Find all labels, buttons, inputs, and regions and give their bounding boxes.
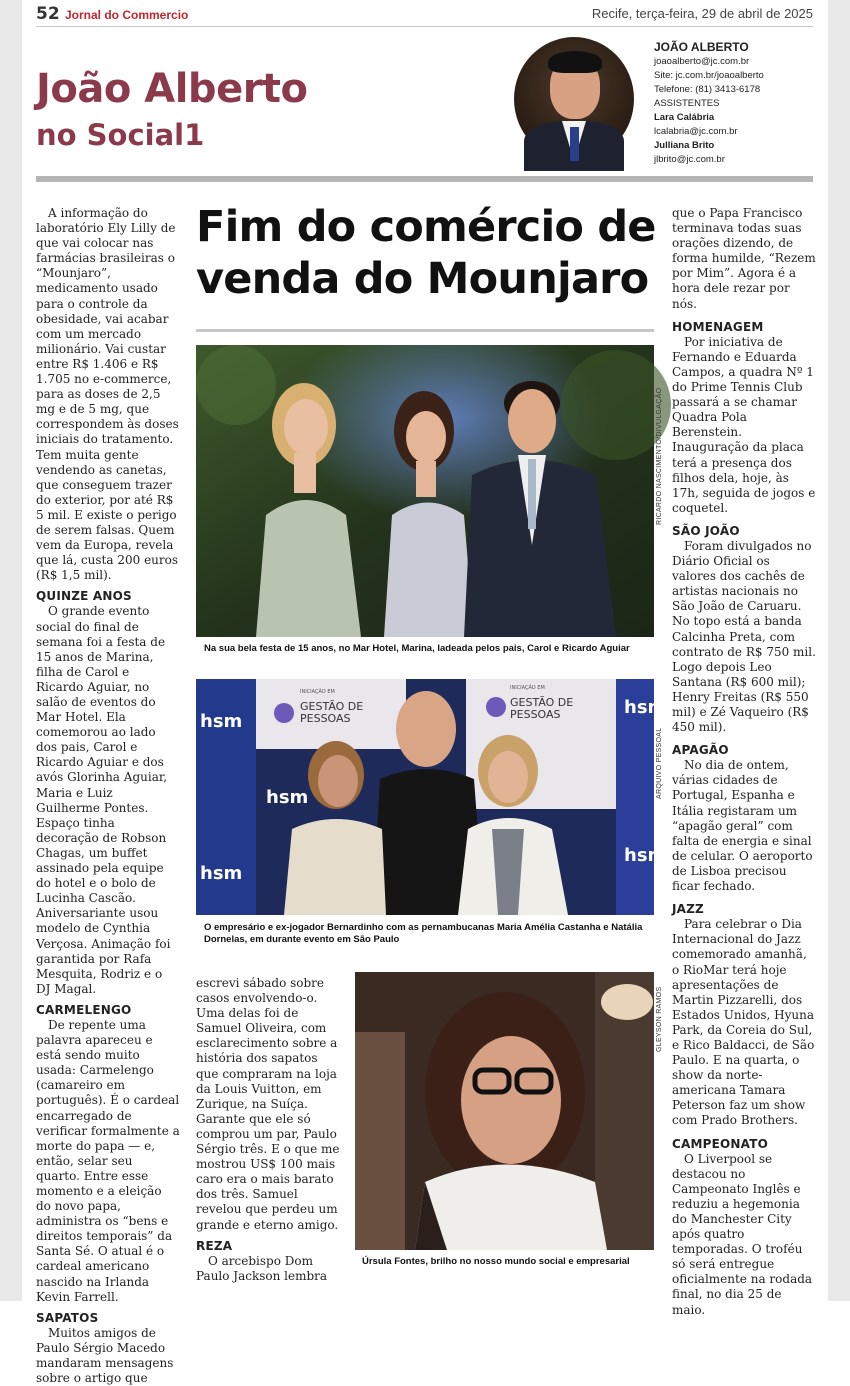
section-text-sao-joao: Foram divulgados no Diário Oficial os valores dos cachês de artistas nacionais no São João de Caruaru. No topo está a banda Calcinha Preta, com contrato de R$ 750 mil. Logo depois Leo Santana (R$ 600 mil); Henry Freitas (R$ 550 mil) e Zé Vaqueiro (R$ 450 mil). (672, 538, 816, 735)
assistants-label: ASSISTENTES (654, 98, 720, 109)
brand-hsm-2: hsm (266, 787, 309, 808)
assistant2-email: jlbrito@jc.com.br (654, 154, 725, 165)
photo-ursula-caption: Úrsula Fontes, brilho no nosso mundo social e empresarial (362, 1256, 630, 1267)
main-headline (196, 201, 666, 305)
author-portrait (514, 37, 634, 161)
section-title-sapatos: SAPATOS (36, 1310, 99, 1325)
photo-ursula (355, 972, 654, 1250)
header-rule (36, 176, 813, 182)
assistant1-email: lcalabria@jc.com.br (654, 126, 738, 137)
photo-ursula-image (355, 972, 654, 1250)
section-text-campeonato: O Liverpool se destacou no Campeonato Inglês e reduziu a hegemonia do Manchester City após quatro temporadas. O troféu só será entregue oficialmente na rodada final, no dia 25 de maio. (672, 1151, 813, 1317)
photo-quinze-anos-caption: Na sua bela festa de 15 anos, no Mar Hotel, Marina, ladeada pelos pais, Carol e Ricardo Aguiar (204, 643, 630, 654)
section-title-reza: REZA (196, 1238, 233, 1253)
author-phone: Telefone: (81) 3413-6178 (654, 84, 761, 95)
paper-name: Jornal do Commercio (65, 8, 189, 22)
brand-hsm-1: hsm (200, 711, 243, 732)
banner-gestao-right: GESTÃO DE PESSOAS (510, 696, 574, 721)
screen-edge-right (828, 0, 850, 1301)
section-text-jazz: Para celebrar o Dia Internacional do Jazz comemorado amanhã, o RioMar terá hoje apresentações de Martin Pizzarelli, dos Estados Unidos, Hyuna Park, da Coreia do Sul, e Rico Baldacci, de São Paulo. E na quarta, o show da norte-americana Tamara Peterson faz um show com Prado Brothers. (672, 917, 815, 1128)
section-text-carmelengo: De repente uma palavra apareceu e está sendo muito usada: Carmelengo (camareiro em português). É o cardeal encarregado de verificar formalmente a morte do papa — e, então, selar seu quarto. Entre esse momento e a eleição do novo papa, administra os “bens e direitos temporais” da Santa Sé. O atual é o cardeal americano nascido na Irlanda Kevin Farrell. (36, 1017, 180, 1304)
section-title-campeonato: CAMPEONATO (672, 1136, 769, 1151)
author-name: JOÃO ALBERTO (654, 40, 749, 54)
assistant2-name: Julliana Brito (654, 140, 715, 151)
assistant1-name: Lara Calábria (654, 112, 715, 123)
sapatos-continuation: escrevi sábado sobre casos envolvendo-o. Uma delas foi de Samuel Oliveira, com esclarecimento sobre a história dos sapatos que compraram na loja da Louis Vuitton, em Zurique, na Suíça. Garante que ele só comprou um par, Paulo Sérgio três. E o que me mostrou US$ 100 mais caro era o mais barato dos três. Samuel revelou que perdeu um grande e eterno amigo. (196, 976, 340, 1232)
section-title-apagao: APAGÃO (672, 743, 729, 758)
banner-small-right: INICIAÇÃO EM (510, 685, 545, 691)
headline-rule (196, 329, 654, 332)
page-header (36, 4, 813, 27)
author-site: Site: jc.com.br/joaoalberto (654, 70, 764, 81)
headline-line2: venda do Mounjaro (196, 254, 649, 304)
lead-paragraph: A informação do laboratório Ely Lilly de que vai colocar nas farmácias brasileiras o “Mounjaro”, medicamento usado para o controle da obesidade, vai acabar com um mercado milionário. Vai custar entre R$ 1.406 e R$ 1.705 no e-commerce, para as doses de 2,5 mg e de 5 mg, que correspondem às doses iniciais do tratamento. Tem muita gente vendendo as canetas, que conseguem trazer do exterior, por até R$ 5 mil. E existe o perigo de serem falsas. Quem vem da Europa, revela que lá, custa 200 euros (R$ 1,5 mil). (36, 206, 179, 583)
brand-hsm-3: hsm (200, 863, 243, 884)
section-title-jazz: JAZZ (672, 902, 704, 917)
brand-hsm-5: hsm (624, 845, 667, 866)
author-email: joaoalberto@jc.com.br (654, 56, 750, 67)
section-text-apagao: No dia de ontem, várias cidades de Portugal, Espanha e Itália registaram um “apagão geral” com falta de energia e sinal de celular. O aeroporto de Lisboa precisou ficar fechado. (672, 758, 813, 894)
photo-bernardinho-credit: ARQUIVO PESSOAL (656, 727, 663, 799)
section-text-quinze-anos: O grande evento social do final de semana foi a festa de 15 anos de Marina, filha de Carol e Ricardo Aguiar, no salão de eventos do Mar Hotel. Ela comemorou ao lado dos pais, Carol e Ricardo Aguiar e dos avós Glorinha Aguiar, Maria e Luiz Guilherme Pontes. Espaço tinha decoração de Robson Chagas, um buffet assinado pela equipe do hotel e o bolo de Lucinha Cascão. Aniversariante usou modelo de Cynthia Verçosa. Animação foi garantida por Rafa Mesquita, Rodriz e o DJ Magal. (36, 604, 171, 996)
dateline: Recife, terça-feira, 29 de abril de 2025 (591, 6, 813, 21)
section-title-sao-joao: SÃO JOÃO (672, 523, 740, 538)
brand-hsm-4: hsm (624, 697, 667, 718)
reza-continuation: que o Papa Francisco terminava todas suas orações dizendo, de forma humilde, “Rezem por Mim”. Agora é a hora dele rezar por nós. (672, 206, 816, 311)
section-title-carmelengo: CARMELENGO (36, 1002, 132, 1017)
banner-small-left: INICIAÇÃO EM (300, 689, 335, 695)
banner-gestao-left: GESTÃO DE PESSOAS (300, 700, 364, 725)
photo-quinze-anos-credit: RICARDO NASCIMENTO/DIVULGAÇÃO (656, 387, 663, 525)
headline-line1: Fim do comércio de (196, 202, 656, 252)
author-contact (654, 40, 824, 167)
section-title-quinze-anos: QUINZE ANOS (36, 589, 132, 604)
right-column (672, 206, 816, 1318)
photo-quinze-anos (196, 345, 654, 637)
column-title: João Alberto (36, 66, 308, 112)
section-text-reza: O arcebispo Dom Paulo Jackson lembra (196, 1253, 328, 1283)
left-column (36, 206, 180, 1386)
photo-ursula-credit: GLEYSON RAMOS (656, 986, 663, 1052)
page-number: 52 (36, 4, 60, 24)
screen-edge-left (0, 0, 22, 1301)
section-text-sapatos: Muitos amigos de Paulo Sérgio Macedo mandaram mensagens sobre o artigo que (36, 1325, 174, 1386)
column-subtitle: no Social1 (36, 118, 205, 152)
section-text-homenagem: Por iniciativa de Fernando e Eduarda Campos, a quadra Nº 1 do Prime Tennis Club passará a se chamar Quadra Pola Berenstein. Inauguração da placa terá a presença dos filhos dela, hoje, às 17h, seguida de jogos e coquetel. (672, 334, 816, 515)
section-title-homenagem: HOMENAGEM (672, 319, 764, 334)
middle-column (196, 976, 340, 1284)
photo-bernardinho-caption: O empresário e ex-jogador Bernardinho com as pernambucanas Maria Amélia Castanha e Natália Dornelas, em durante evento em São Paulo (204, 922, 643, 945)
photo-quinze-anos-image (196, 345, 654, 637)
